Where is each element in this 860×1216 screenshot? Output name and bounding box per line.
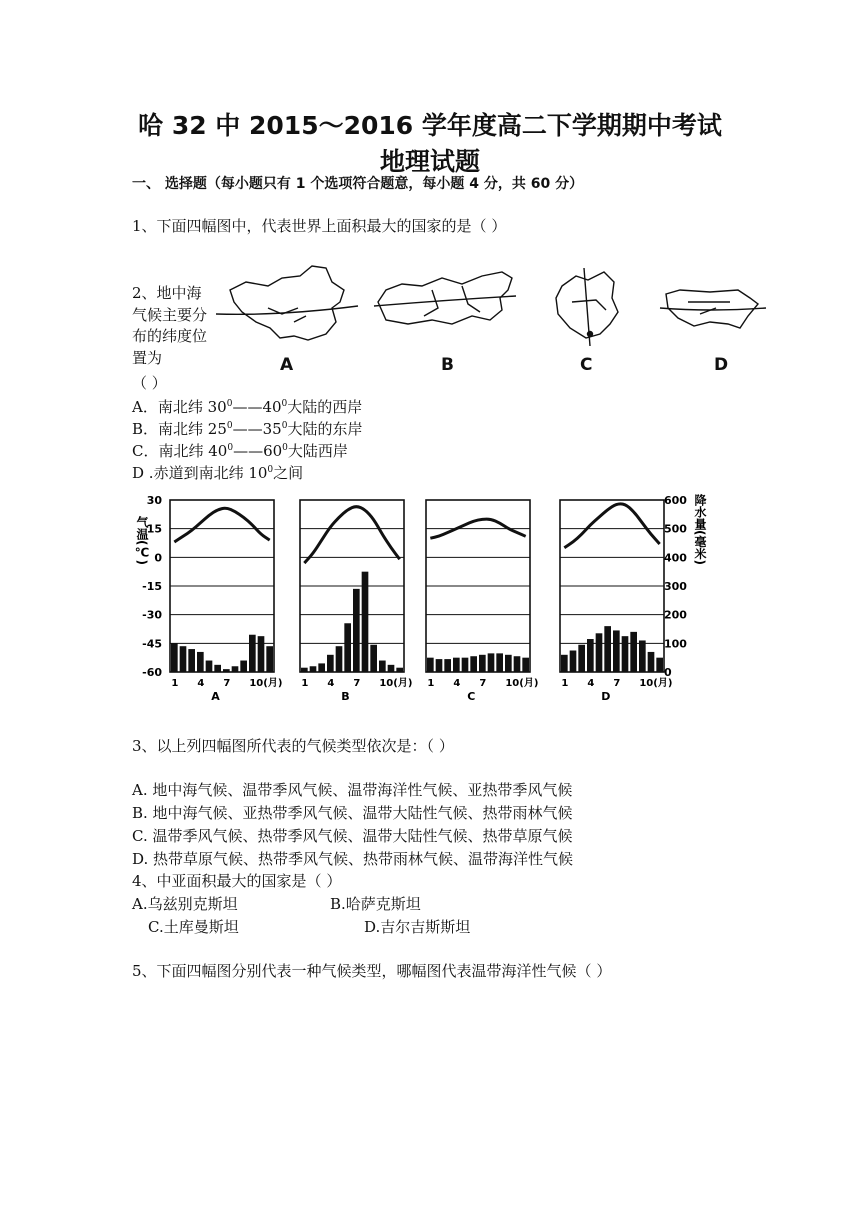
temp-tick-label: 15 — [146, 522, 162, 536]
precip-bar — [488, 653, 495, 672]
precip-bar — [327, 655, 334, 672]
precip-bar — [613, 630, 620, 672]
precip-bar — [462, 658, 469, 672]
precip-bar — [587, 639, 594, 672]
precip-tick-label: 100 — [664, 637, 687, 651]
question-3-option-d: D. 热带草原气候、热带季风气候、热带雨林气候、温带海洋性气候 — [132, 850, 574, 868]
precip-bar — [353, 589, 360, 672]
question-4-option-a: A.乌兹别克斯坦 — [132, 895, 238, 913]
precip-bar — [362, 572, 369, 672]
precip-bar — [436, 659, 443, 672]
precip-bar — [630, 632, 637, 672]
month-tick-label: 1 — [301, 678, 309, 689]
precip-bar — [522, 658, 529, 672]
precip-bar — [639, 640, 646, 672]
precip-bar — [318, 663, 325, 672]
precip-bar — [648, 652, 655, 672]
temp-tick-label: -60 — [142, 666, 162, 679]
map-label-a: A — [280, 355, 294, 375]
question-2-option-c: C．南北纬 $40^0——60^0$大陆西岸 — [132, 442, 348, 460]
precip-bar — [249, 635, 256, 672]
precip-bar — [604, 626, 611, 672]
question-3: 3、以上列四幅图所代表的气候类型依次是：（ ） — [132, 737, 454, 755]
precip-bar — [622, 636, 629, 672]
precip-bar — [388, 665, 395, 672]
month-tick-label: 10(月) — [639, 678, 673, 689]
month-tick-label: 1 — [171, 678, 179, 689]
month-tick-label: 10(月) — [505, 678, 539, 689]
precip-bar — [379, 661, 386, 672]
precip-bar — [171, 643, 178, 672]
precip-bar — [232, 666, 239, 672]
month-tick-label: 7 — [613, 678, 621, 689]
precip-bar — [578, 645, 585, 672]
precip-tick-label: 300 — [664, 580, 687, 593]
question-3-option-c: C. 温带季风气候、热带季风气候、温带大陆性气候、热带草原气候 — [132, 827, 573, 845]
section-heading: 一、 选择题（每小题只有 1 个选项符合题意，每小题 4 分，共 60 分） — [132, 176, 584, 192]
month-tick-label: 7 — [353, 678, 361, 689]
exam-subtitle: 地理试题 — [379, 147, 480, 176]
map-d-usa-outline — [660, 290, 766, 328]
question-4: 4、中亚面积最大的国家是（ ） — [132, 872, 342, 890]
precip-bar — [427, 658, 434, 672]
precip-bar — [266, 646, 273, 672]
precip-bar — [370, 645, 377, 672]
precip-tick-label: 0 — [664, 666, 672, 679]
temp-tick-label: -45 — [142, 637, 162, 651]
precip-tick-label: 500 — [664, 522, 687, 536]
temp-tick-label: -30 — [142, 608, 162, 622]
month-tick-label: 7 — [479, 678, 487, 689]
question-2-stem: 2、地中海气候主要分布的纬度位置为 — [132, 284, 208, 367]
precip-bar — [505, 655, 512, 672]
question-4-option-b: B.哈萨克斯坦 — [330, 895, 421, 913]
month-tick-label: 1 — [427, 678, 435, 689]
temp-tick-label: 0 — [154, 551, 162, 565]
map-label-c: C — [580, 355, 593, 375]
month-tick-label: 4 — [453, 678, 461, 689]
question-4-option-c: C.土库曼斯坦 — [148, 918, 239, 936]
precip-bar — [301, 668, 308, 672]
precip-bar — [180, 646, 187, 672]
month-tick-label: 4 — [197, 678, 205, 689]
precip-bar — [514, 656, 521, 672]
chart-letter: D — [601, 690, 611, 703]
precip-bar — [453, 658, 460, 672]
question-5: 5、下面四幅图分别代表一种气候类型，哪幅图代表温带海洋性气候（ ） — [132, 962, 612, 980]
precip-bar — [214, 665, 221, 672]
precip-bar — [188, 649, 195, 672]
precip-tick-label: 600 — [664, 494, 687, 507]
month-tick-label: 4 — [587, 678, 595, 689]
precip-bar — [344, 623, 351, 672]
precip-bar — [258, 636, 265, 672]
climate-chart-d — [560, 500, 672, 703]
month-tick-label: 1 — [561, 678, 569, 689]
precip-bar — [561, 655, 568, 672]
precip-bar — [596, 633, 603, 672]
map-label-b: B — [441, 355, 454, 375]
precip-tick-label: 200 — [664, 608, 687, 622]
map-c-country-outline — [556, 268, 618, 346]
precip-bar — [197, 652, 204, 672]
question-2-option-b: B．南北纬 $25^0——35^0$大陆的东岸 — [132, 420, 363, 438]
precip-bar — [396, 668, 403, 672]
climate-chart-b — [300, 500, 412, 703]
map-label-d: D — [714, 355, 729, 375]
precip-bar — [310, 666, 317, 672]
question-2-option-d: D .赤道到南北纬 $10^0$之间 — [132, 464, 304, 482]
precip-bar — [570, 651, 577, 673]
month-tick-label: 4 — [327, 678, 335, 689]
question-1: 1、下面四幅图中，代表世界上面积最大的国家的是（ ） — [132, 217, 507, 235]
chart-letter: A — [211, 690, 220, 703]
temp-tick-label: 30 — [146, 494, 162, 507]
question-4-option-d: D.吉尔吉斯斯坦 — [364, 918, 471, 936]
month-tick-label: 10(月) — [379, 678, 413, 689]
chart-letter: C — [467, 690, 476, 703]
question-3-option-b: B. 地中海气候、亚热带季风气候、温带大陆性气候、热带雨林气候 — [132, 804, 573, 822]
chart-letter: B — [341, 690, 350, 703]
exam-title: 哈 32 中 2015～2016 学年度高二下学期期中考试 — [138, 111, 722, 140]
temp-tick-label: -15 — [142, 580, 162, 593]
map-b-russia-outline — [374, 272, 516, 324]
temperature-curve — [174, 508, 269, 542]
climate-charts — [128, 488, 712, 708]
precip-tick-label: 400 — [664, 551, 687, 565]
month-tick-label: 7 — [223, 678, 231, 689]
temperature-curve — [564, 504, 659, 548]
country-maps — [210, 262, 770, 346]
precip-bar — [336, 646, 343, 672]
precip-bar — [444, 659, 451, 672]
precip-axis-label: 降水量(毫米) — [693, 494, 707, 565]
temp-axis-label: 气温(℃) — [135, 516, 149, 565]
precip-bar — [479, 655, 486, 672]
climate-chart-c — [426, 500, 538, 703]
climate-chart-a — [170, 500, 282, 703]
precip-bar — [470, 656, 477, 672]
precip-bar — [223, 669, 230, 672]
precip-bar — [656, 658, 663, 672]
precip-bar — [496, 653, 503, 672]
temperature-curve — [304, 507, 399, 563]
question-2-option-a: A．南北纬 $30^0——40^0$大陆的西岸 — [132, 398, 363, 416]
map-a-china-outline — [216, 266, 358, 340]
precip-bar — [240, 661, 247, 672]
month-tick-label: 10(月) — [249, 678, 283, 689]
question-3-option-a: A. 地中海气候、温带季风气候、温带海洋性气候、亚热带季风气候 — [132, 781, 573, 799]
question-2-paren: （ ） — [132, 374, 167, 392]
precip-bar — [206, 661, 213, 672]
